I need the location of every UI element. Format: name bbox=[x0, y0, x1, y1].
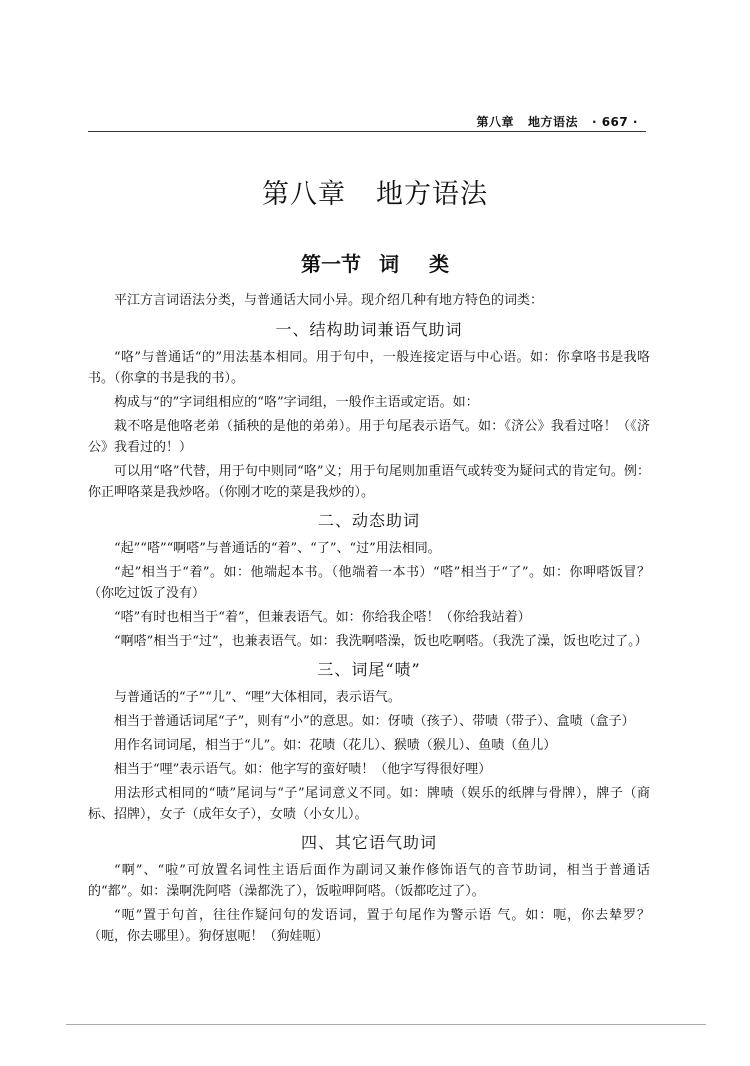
paragraph: “啊嗒”相当于“过”，也兼表语气。如：我洗啊嗒澡，饭也吃啊嗒。（我洗了澡，饭也吃过了。） bbox=[114, 634, 648, 649]
subsection-heading: 一、结构助词兼语气助词 bbox=[275, 320, 463, 339]
chapter-name: 地方语法 bbox=[376, 179, 488, 210]
subsection-heading: 二、动态助词 bbox=[317, 511, 420, 530]
paragraph: “起”“嗒”“啊嗒”与普通话的“着”、“了”、“过”用法相同。 bbox=[114, 541, 441, 556]
chapter-number: 第八章 bbox=[262, 179, 346, 210]
body-text bbox=[88, 290, 650, 950]
running-head bbox=[476, 113, 638, 130]
paragraph: 相当于普通话词尾“子”，则有“小”的意思。如：伢啧（孩子）、带啧（带子）、盒啧（盒子） bbox=[114, 714, 635, 729]
section-name-part-1: 词 bbox=[379, 252, 399, 276]
running-head-chapter: 第八章 bbox=[476, 115, 514, 129]
paragraph: 构成与“的”字词组相应的“咯”字词组，一般作主语或定语。如： bbox=[114, 395, 479, 410]
running-head-title: 地方语法 bbox=[527, 115, 578, 129]
paragraph: 用作名词词尾，相当于“儿”。如：花啧（花儿）、猴啧（猴儿）、鱼啧（鱼儿） bbox=[114, 738, 557, 753]
paragraph: “啊”、“啦”可放置名词性主语后面作为副词又兼作修饰语气的音节助词，相当于普通话的“都”。如：澡啊洗阿嗒（澡都洗了），饭啦呷阿嗒。（饭都吃过了）。 bbox=[88, 863, 650, 899]
paragraph: “咯”与普通话“的”用法基本相同。用于句中，一般连接定语与中心语。如：你拿咯书是我咯书。（你拿的书是我的书）。 bbox=[88, 350, 650, 386]
page-number: · 667 · bbox=[591, 115, 638, 129]
paragraph: 可以用“咯”代替，用于句中则同“咯”义；用于句尾则加重语气或转变为疑问式的肯定句。例：你正呷咯菜是我炒咯。（你刚才吃的菜是我炒的）。 bbox=[88, 464, 650, 500]
section-name-part-2: 类 bbox=[429, 252, 449, 276]
section-number: 第一节 bbox=[301, 252, 361, 276]
header-rule bbox=[88, 131, 646, 132]
intro-paragraph: 平江方言词语法分类，与普通话大同小异。现介绍几种有地方特色的词类： bbox=[114, 293, 544, 308]
footer-rule bbox=[66, 1024, 706, 1025]
paragraph: “嗒”有时也相当于“着”，但兼表语气。如：你给我企嗒！（你给我站着） bbox=[114, 610, 531, 625]
paragraph: 栽不咯是他咯老弟（插秧的是他的弟弟）。用于句尾表示语气。如：《济公》我看过咯！（《济公》我看过的！） bbox=[88, 419, 650, 455]
paragraph: “呃”置于句首，往往作疑问句的发语词，置于句尾作为警示语 气。如：呃，你去辇罗？（呃，你去哪里）。狗伢崽呃！（狗娃呃） bbox=[88, 908, 650, 944]
paragraph: 与普通话的“子”“儿”、“哩”大体相同，表示语气。 bbox=[114, 690, 401, 705]
subsection-heading: 三、词尾“啧” bbox=[317, 660, 421, 679]
section-title bbox=[0, 248, 750, 277]
paragraph: “起”相当于“着”。如：他端起本书。（他端着一本书）“嗒”相当于“了”。如：你呷嗒饭冒？（你吃过饭了没有） bbox=[88, 565, 650, 601]
chapter-title bbox=[0, 172, 750, 211]
paragraph: 用法形式相同的“啧”尾词与“子”尾词意义不同。如：牌啧（娱乐的纸牌与骨牌），牌子（商标、招牌），女子（成年女子），女啧（小女儿）。 bbox=[88, 786, 650, 822]
subsection-heading: 四、其它语气助词 bbox=[300, 833, 437, 852]
paragraph: 相当于“哩”表示语气。如：他字写的蛮好啧！（他字写得很好哩） bbox=[114, 762, 492, 777]
